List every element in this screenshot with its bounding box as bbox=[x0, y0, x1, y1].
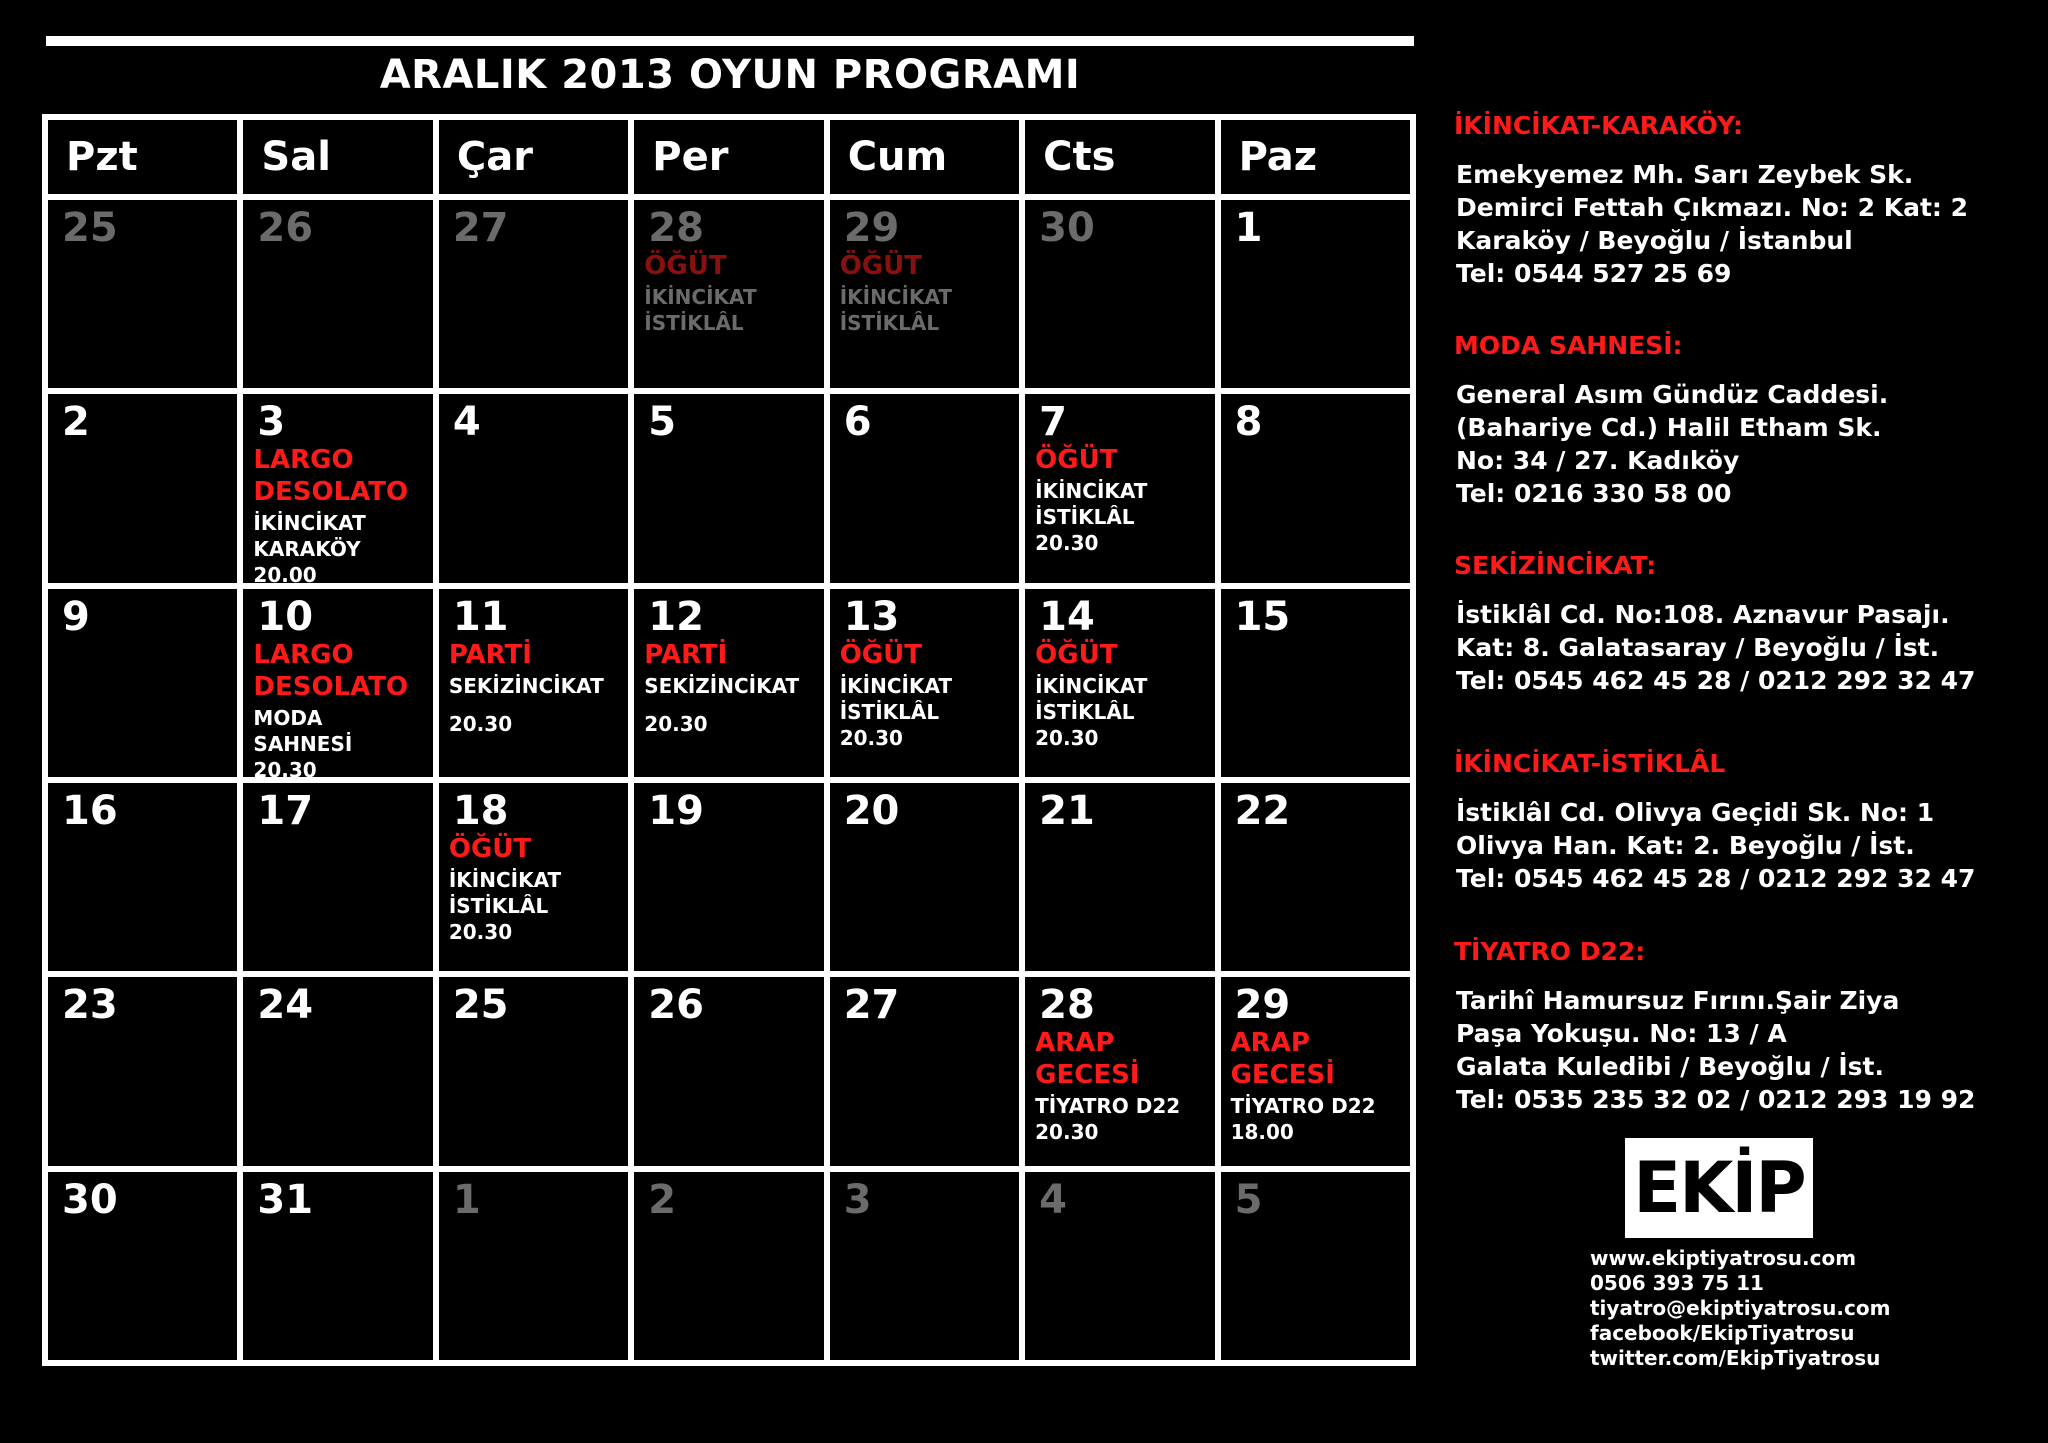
calendar-day-cell bbox=[1221, 394, 1410, 582]
calendar-day-cell bbox=[243, 977, 432, 1165]
day-number: 30 bbox=[62, 1176, 118, 1223]
event-venue: İSTİKLÂL bbox=[448, 894, 549, 918]
calendar-day-cell bbox=[634, 977, 823, 1165]
address-line: Emekyemez Mh. Sarı Zeybek Sk. bbox=[1456, 160, 1914, 189]
event-time: 20.30 bbox=[1035, 531, 1099, 556]
day-number: 13 bbox=[843, 593, 900, 640]
day-number: 4 bbox=[452, 399, 481, 446]
ekip-logo: EKİP bbox=[1625, 1138, 1813, 1238]
event-entry bbox=[644, 250, 819, 336]
calendar-day-cell bbox=[1025, 589, 1214, 777]
show-title: LARGO bbox=[253, 639, 354, 670]
event-time: 20.30 bbox=[644, 711, 708, 736]
contact-line: twitter.com/EkipTiyatrosu bbox=[1590, 1346, 1881, 1370]
event-venue: TİYATRO D22 bbox=[1035, 1094, 1181, 1119]
calendar-day-cell bbox=[243, 783, 432, 971]
address-line: Kat: 8. Galatasaray / Beyoğlu / İst. bbox=[1456, 633, 1940, 662]
address-line: Karaköy / Beyoğlu / İstanbul bbox=[1456, 226, 1853, 255]
address-line: Tarihî Hamursuz Fırını.Şair Ziya bbox=[1456, 986, 1900, 1015]
show-title: PARTİ bbox=[644, 639, 728, 670]
calendar-day-cell bbox=[439, 589, 628, 777]
calendar-day-cell bbox=[1221, 200, 1410, 388]
day-number: 6 bbox=[843, 399, 872, 446]
event-venue: İKİNCİKAT bbox=[644, 285, 757, 309]
day-number: 28 bbox=[648, 205, 704, 251]
day-number: 2 bbox=[62, 399, 90, 446]
event-entry bbox=[1035, 1027, 1210, 1145]
calendar-day-cell bbox=[1025, 1172, 1214, 1360]
day-number: 27 bbox=[452, 205, 509, 251]
top-rule bbox=[46, 36, 1414, 46]
event-time: 20.30 bbox=[253, 757, 317, 777]
address-line: Paşa Yokuşu. No: 13 / A bbox=[1456, 1019, 1787, 1048]
day-name: Pzt bbox=[66, 134, 138, 180]
show-title: ÖĞÜT bbox=[448, 834, 532, 864]
venue-section bbox=[1454, 936, 2034, 1116]
show-title: DESOLATO bbox=[253, 671, 409, 702]
event-venue: İKİNCİKAT bbox=[253, 511, 366, 536]
venue-section bbox=[1454, 550, 2034, 697]
event-venue: İKİNCİKAT bbox=[839, 673, 953, 698]
calendar-day-cell bbox=[634, 394, 823, 582]
address-line: İstiklâl Cd. No:108. Aznavur Pasajı. bbox=[1456, 600, 1950, 629]
event-time: 18.00 bbox=[1230, 1120, 1294, 1145]
day-number: 29 bbox=[843, 205, 900, 251]
day-number: 25 bbox=[62, 205, 118, 251]
calendar-day-cell bbox=[634, 589, 823, 777]
calendar-day-cell bbox=[830, 589, 1019, 777]
address-line: Tel: 0544 527 25 69 bbox=[1456, 259, 1732, 288]
show-title: LARGO bbox=[253, 445, 354, 476]
event-time: 20.00 bbox=[253, 563, 317, 583]
day-number: 27 bbox=[843, 982, 900, 1029]
day-number: 8 bbox=[1234, 399, 1263, 446]
calendar-day-cell bbox=[634, 1172, 823, 1360]
address-line: General Asım Gündüz Caddesi. bbox=[1456, 380, 1889, 409]
event-venue: İSTİKLÂL bbox=[1035, 699, 1135, 724]
show-title: ARAP bbox=[1035, 1028, 1115, 1059]
event-entry bbox=[253, 639, 428, 777]
calendar-day-cell bbox=[243, 200, 432, 388]
calendar-day-cell bbox=[243, 589, 432, 777]
contact-info bbox=[1590, 1246, 1890, 1371]
event-entry bbox=[253, 444, 428, 582]
day-number: 5 bbox=[1234, 1176, 1263, 1223]
address-line: Tel: 0535 235 32 02 / 0212 293 19 92 bbox=[1456, 1085, 1976, 1114]
calendar-day-cell bbox=[48, 783, 237, 971]
show-title: PARTİ bbox=[448, 639, 532, 670]
event-time: 20.30 bbox=[448, 711, 513, 736]
venue-name: İKİNCİKAT-KARAKÖY: bbox=[1454, 111, 1743, 140]
event-entry bbox=[449, 639, 624, 737]
event-venue: İKİNCİKAT bbox=[448, 868, 562, 892]
calendar-day-cell bbox=[439, 783, 628, 971]
day-header-5 bbox=[1025, 120, 1214, 194]
calendar-day-cell bbox=[830, 1172, 1019, 1360]
event-entry bbox=[449, 833, 624, 945]
calendar-day-cell bbox=[1025, 394, 1214, 582]
event-venue: İSTİKLÂL bbox=[1035, 505, 1135, 530]
venue-section bbox=[1454, 748, 2034, 895]
day-number: 30 bbox=[1039, 205, 1095, 251]
show-title: ÖĞÜT bbox=[839, 639, 922, 670]
calendar-day-cell bbox=[48, 1172, 237, 1360]
event-venue: İSTİKLÂL bbox=[644, 311, 744, 335]
day-number: 3 bbox=[257, 399, 286, 446]
calendar-day-cell bbox=[243, 1172, 432, 1360]
show-title: ÖĞÜT bbox=[1035, 445, 1118, 476]
calendar-day-cell bbox=[48, 977, 237, 1165]
day-number: 1 bbox=[452, 1176, 481, 1223]
venue-address bbox=[1454, 378, 2034, 510]
day-number: 22 bbox=[1234, 788, 1291, 834]
day-header-3 bbox=[634, 120, 823, 194]
day-number: 28 bbox=[1039, 982, 1095, 1029]
contact-line: 0506 393 75 11 bbox=[1590, 1271, 1764, 1295]
calendar-day-cell bbox=[830, 394, 1019, 582]
venue-name: MODA SAHNESİ: bbox=[1454, 331, 1683, 360]
calendar-day-cell bbox=[243, 394, 432, 582]
page-title: ARALIK 2013 OYUN PROGRAMI bbox=[379, 52, 1081, 98]
calendar-day-cell bbox=[48, 589, 237, 777]
calendar-day-cell bbox=[830, 200, 1019, 388]
calendar-day-cell bbox=[1221, 589, 1410, 777]
event-venue: İKİNCİKAT bbox=[1035, 673, 1148, 698]
event-venue: SEKİZİNCİKAT bbox=[644, 673, 800, 698]
day-number: 15 bbox=[1234, 593, 1291, 640]
event-time: 20.30 bbox=[1035, 1120, 1099, 1145]
show-title: GECESİ bbox=[1230, 1060, 1335, 1091]
event-venue: KARAKÖY bbox=[253, 537, 361, 562]
event-venue: TİYATRO D22 bbox=[1230, 1094, 1376, 1119]
day-number: 31 bbox=[257, 1176, 314, 1223]
address-line: İstiklâl Cd. Olivya Geçidi Sk. No: 1 bbox=[1456, 798, 1935, 827]
day-header-1 bbox=[243, 120, 432, 194]
event-venue: İKİNCİKAT bbox=[1035, 479, 1148, 504]
day-number: 25 bbox=[452, 982, 509, 1029]
day-number: 26 bbox=[648, 982, 704, 1029]
address-line: Tel: 0216 330 58 00 bbox=[1456, 479, 1732, 508]
day-number: 1 bbox=[1234, 205, 1263, 251]
event-venue: İKİNCİKAT bbox=[839, 285, 953, 309]
venue-address bbox=[1454, 984, 2034, 1116]
day-number: 23 bbox=[62, 982, 118, 1029]
event-time: 20.30 bbox=[839, 725, 903, 750]
day-number: 17 bbox=[257, 788, 314, 834]
venue-name: SEKİZİNCİKAT: bbox=[1454, 551, 1657, 580]
address-line: (Bahariye Cd.) Halil Etham Sk. bbox=[1456, 413, 1882, 442]
day-number: 16 bbox=[62, 788, 118, 834]
day-number: 14 bbox=[1039, 593, 1095, 640]
day-header-6 bbox=[1221, 120, 1410, 194]
day-number: 5 bbox=[648, 399, 677, 446]
day-name: Sal bbox=[261, 134, 331, 180]
day-number: 12 bbox=[648, 593, 704, 640]
event-venue: MODA bbox=[253, 705, 323, 730]
calendar-day-cell bbox=[1221, 783, 1410, 971]
address-line: Olivya Han. Kat: 2. Beyoğlu / İst. bbox=[1456, 831, 1915, 860]
calendar-day-cell bbox=[634, 200, 823, 388]
day-number: 26 bbox=[257, 205, 314, 251]
day-number: 11 bbox=[452, 593, 509, 640]
show-title: ARAP bbox=[1230, 1028, 1310, 1059]
day-number: 10 bbox=[257, 593, 314, 640]
event-venue: İSTİKLÂL bbox=[839, 311, 940, 335]
calendar-day-cell bbox=[439, 1172, 628, 1360]
show-title: DESOLATO bbox=[253, 477, 409, 508]
address-line: Demirci Fettah Çıkmazı. No: 2 Kat: 2 bbox=[1456, 193, 1969, 222]
event-entry bbox=[644, 639, 819, 737]
event-venue: İSTİKLÂL bbox=[839, 699, 940, 724]
venue-address bbox=[1454, 158, 2034, 290]
show-title: ÖĞÜT bbox=[839, 251, 922, 281]
venue-name: İKİNCİKAT-İSTİKLÂL bbox=[1454, 749, 1726, 778]
day-number: 20 bbox=[843, 788, 900, 834]
day-number: 7 bbox=[1039, 399, 1067, 446]
day-number: 19 bbox=[648, 788, 704, 834]
day-number: 9 bbox=[62, 593, 90, 640]
calendar-day-cell bbox=[1025, 977, 1214, 1165]
calendar-day-cell bbox=[439, 394, 628, 582]
calendar-day-cell bbox=[439, 977, 628, 1165]
contact-line: tiyatro@ekiptiyatrosu.com bbox=[1590, 1296, 1891, 1320]
event-entry bbox=[1231, 1027, 1406, 1145]
contact-line: facebook/EkipTiyatrosu bbox=[1590, 1321, 1855, 1345]
show-title: ÖĞÜT bbox=[644, 251, 727, 281]
venue-address bbox=[1454, 796, 2034, 895]
contact-line: www.ekiptiyatrosu.com bbox=[1590, 1246, 1857, 1270]
event-venue: SAHNESİ bbox=[253, 731, 353, 756]
event-entry bbox=[1035, 639, 1210, 751]
calendar-day-cell bbox=[1221, 1172, 1410, 1360]
event-venue: SEKİZİNCİKAT bbox=[448, 673, 604, 698]
event-entry bbox=[840, 250, 1015, 336]
calendar-day-cell bbox=[439, 200, 628, 388]
venue-address bbox=[1454, 598, 2034, 697]
day-number: 21 bbox=[1039, 788, 1095, 834]
day-header-0 bbox=[48, 120, 237, 194]
calendar-day-cell bbox=[1025, 783, 1214, 971]
day-number: 18 bbox=[452, 788, 509, 834]
spacer bbox=[644, 699, 819, 711]
day-number: 2 bbox=[648, 1176, 677, 1223]
day-header-2 bbox=[439, 120, 628, 194]
day-name: Per bbox=[652, 134, 729, 180]
spacer bbox=[449, 699, 624, 711]
day-name: Paz bbox=[1238, 134, 1318, 180]
show-title: GECESİ bbox=[1035, 1060, 1140, 1091]
address-line: Galata Kuledibi / Beyoğlu / İst. bbox=[1456, 1052, 1884, 1081]
venue-section bbox=[1454, 110, 2034, 290]
day-name: Cum bbox=[847, 134, 948, 180]
calendar-day-cell bbox=[48, 200, 237, 388]
calendar-day-cell bbox=[634, 783, 823, 971]
show-title: ÖĞÜT bbox=[1035, 639, 1118, 670]
calendar-day-cell bbox=[1025, 200, 1214, 388]
venue-section bbox=[1454, 330, 2034, 510]
calendar-day-cell bbox=[48, 394, 237, 582]
day-number: 29 bbox=[1234, 982, 1291, 1029]
calendar-day-cell bbox=[830, 977, 1019, 1165]
address-line: Tel: 0545 462 45 28 / 0212 292 32 47 bbox=[1456, 666, 1976, 695]
day-name: Cts bbox=[1043, 134, 1116, 180]
venue-name: TİYATRO D22: bbox=[1454, 937, 1646, 966]
address-line: No: 34 / 27. Kadıköy bbox=[1456, 446, 1740, 475]
address-line: Tel: 0545 462 45 28 / 0212 292 32 47 bbox=[1456, 864, 1976, 893]
day-name: Çar bbox=[456, 134, 533, 180]
calendar-day-cell bbox=[830, 783, 1019, 971]
day-number: 3 bbox=[843, 1176, 872, 1223]
event-entry bbox=[1035, 444, 1210, 556]
calendar-day-cell bbox=[1221, 977, 1410, 1165]
day-header-4 bbox=[830, 120, 1019, 194]
calendar-grid bbox=[42, 114, 1416, 1366]
event-time: 20.30 bbox=[448, 920, 513, 944]
event-time: 20.30 bbox=[1035, 725, 1099, 750]
day-number: 24 bbox=[257, 982, 314, 1029]
event-entry bbox=[840, 639, 1015, 751]
day-number: 4 bbox=[1039, 1176, 1067, 1223]
